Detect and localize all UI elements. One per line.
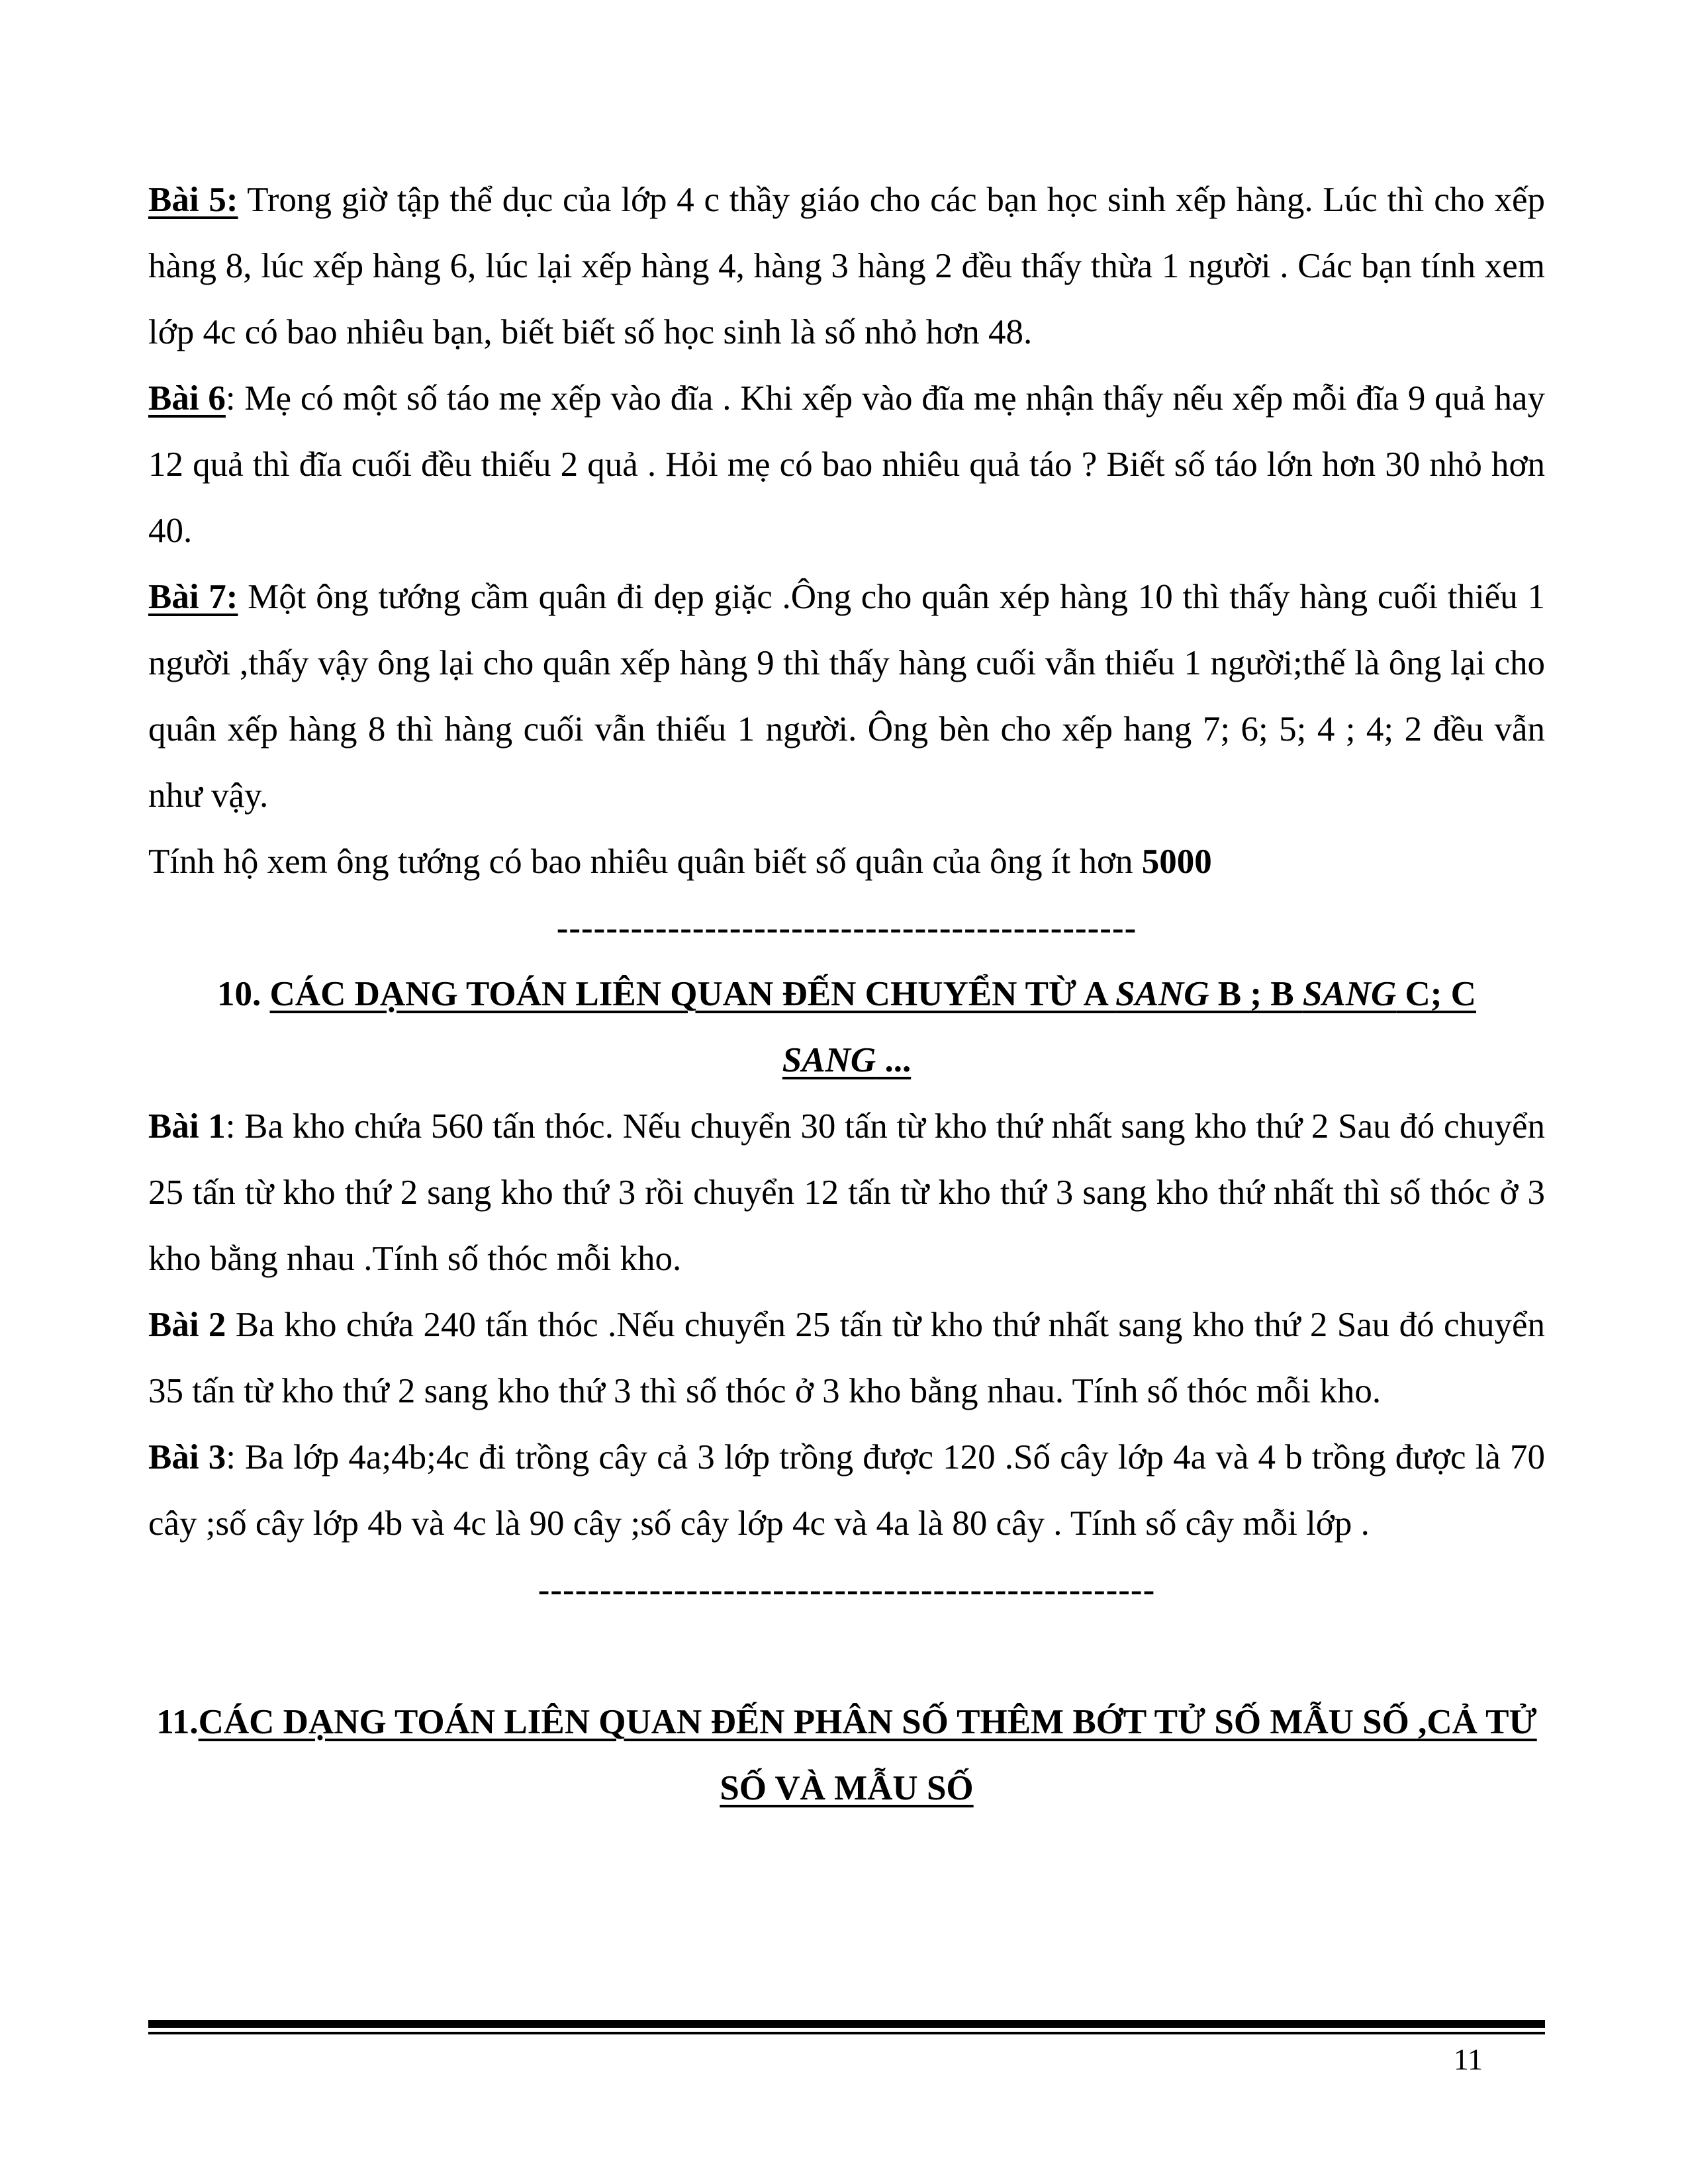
title-part: C; C [1396,975,1476,1013]
bold-value: 5000 [1141,842,1212,881]
title-part-italic: SANG [782,1041,876,1079]
problem-bai-7 [148,564,1545,829]
section-number: 10. [217,975,270,1013]
problem-text: Trong giờ tập thể dục của lớp 4 c thầy giáo cho các bạn học sinh xếp hàng. Lúc thì cho xếp hàng 8, lúc xếp hàng 6, lúc lại xếp hàng 4, hàng 3 hàng 2 đều thấy thừa 1 người . Các bạn tính xem lớp 4c có bao nhiêu bạn, biết biết số học sinh là số nhỏ hơn 48. [148,181,1545,351]
question-text: Tính hộ xem ông tướng có bao nhiêu quân biết số quân của ông ít hơn [148,842,1142,881]
separator: ----------------------------------------------- [556,909,1137,947]
footer-rule [148,2020,1545,2028]
section-title [270,975,1476,1079]
section-title: CÁC DẠNG TOÁN LIÊN QUAN ĐẾN PHÂN SỐ THÊM BỚT TỬ SỐ MẪU SỐ ,CẢ TỬ SỐ VÀ MẪU SỐ [198,1703,1537,1807]
page-number: 11 [1453,2042,1483,2076]
problem-label: Bài 6 [148,379,226,418]
problem-text: Ba kho chứa 240 tấn thóc .Nếu chuyển 25 tấn từ kho thứ nhất sang kho thứ 2 Sau đó chuyển 35 tấn từ kho thứ 2 sang kho thứ 3 thì số thóc ở 3 kho bằng nhau. Tính số thóc mỗi kho. [148,1306,1546,1410]
page-content [148,167,1545,1821]
problem-bai-3 [148,1424,1545,1557]
problem-bai-1 [148,1093,1545,1292]
problem-text: : Mẹ có một số táo mẹ xếp vào đĩa . Khi xếp vào đĩa mẹ nhận thấy nếu xếp mỗi đĩa 9 quả hay 12 quả thì đĩa cuối đều thiếu 2 quả . Hỏi mẹ có bao nhiêu quả táo ? Biết số táo lớn hơn 30 nhỏ hơn 40. [148,379,1545,550]
problem-label: Bài 1 [148,1107,226,1146]
section-number: 11. [156,1703,199,1741]
problem-bai-7-question [148,829,1545,895]
section-10-heading [148,961,1545,1093]
title-part: CÁC DẠNG TOÁN LIÊN QUAN ĐẾN CHUYỂN TỪ A [269,975,1116,1013]
separator: -------------------------------------------------- [538,1570,1156,1609]
problem-text: : Ba lớp 4a;4b;4c đi trồng cây cả 3 lớp trồng được 120 .Số cây lớp 4a và 4 b trồng được là 70 cây ;số cây lớp 4b và 4c là 90 cây ;số cây lớp 4c và 4a là 80 cây . Tính số cây mỗi lớp . [148,1438,1545,1543]
problem-label: Bài 7: [148,578,238,616]
problem-bai-2 [148,1292,1545,1424]
problem-text: : Ba kho chứa 560 tấn thóc. Nếu chuyển 30 tấn từ kho thứ nhất sang kho thứ 2 Sau đó chuyển 25 tấn từ kho thứ 2 sang kho thứ 3 rồi chuyển 12 tấn từ kho thứ 3 sang kho thứ nhất thì số thóc ở 3 kho bằng nhau .Tính số thóc mỗi kho. [148,1107,1546,1278]
title-part: B ; B [1209,975,1303,1013]
section-11-heading [148,1689,1545,1821]
problem-label: Bài 3 [148,1438,226,1477]
title-part-italic: SANG [1115,975,1209,1013]
problem-label: Bài 5: [148,181,238,219]
spacer [148,1623,1545,1689]
problem-label: Bài 2 [148,1306,226,1344]
title-part: ... [876,1041,912,1079]
problem-text: Một ông tướng cầm quân đi dẹp giặc .Ông cho quân xép hàng 10 thì thấy hàng cuối thiếu 1 người ,thấy vậy ông lại cho quân xếp hàng 9 thì thấy hàng cuối vẫn thiếu 1 người;thế là ông lại cho quân xếp hàng 8 thì hàng cuối vẫn thiếu 1 người. Ông bèn cho xếp hang 7; 6; 5; 4 ; 4; 2 đều vẫn như vậy. [148,578,1545,815]
problem-bai-6 [148,365,1545,564]
title-part-italic: SANG [1302,975,1397,1013]
problem-bai-5 [148,167,1545,365]
footer-rule-thin [148,2032,1545,2034]
